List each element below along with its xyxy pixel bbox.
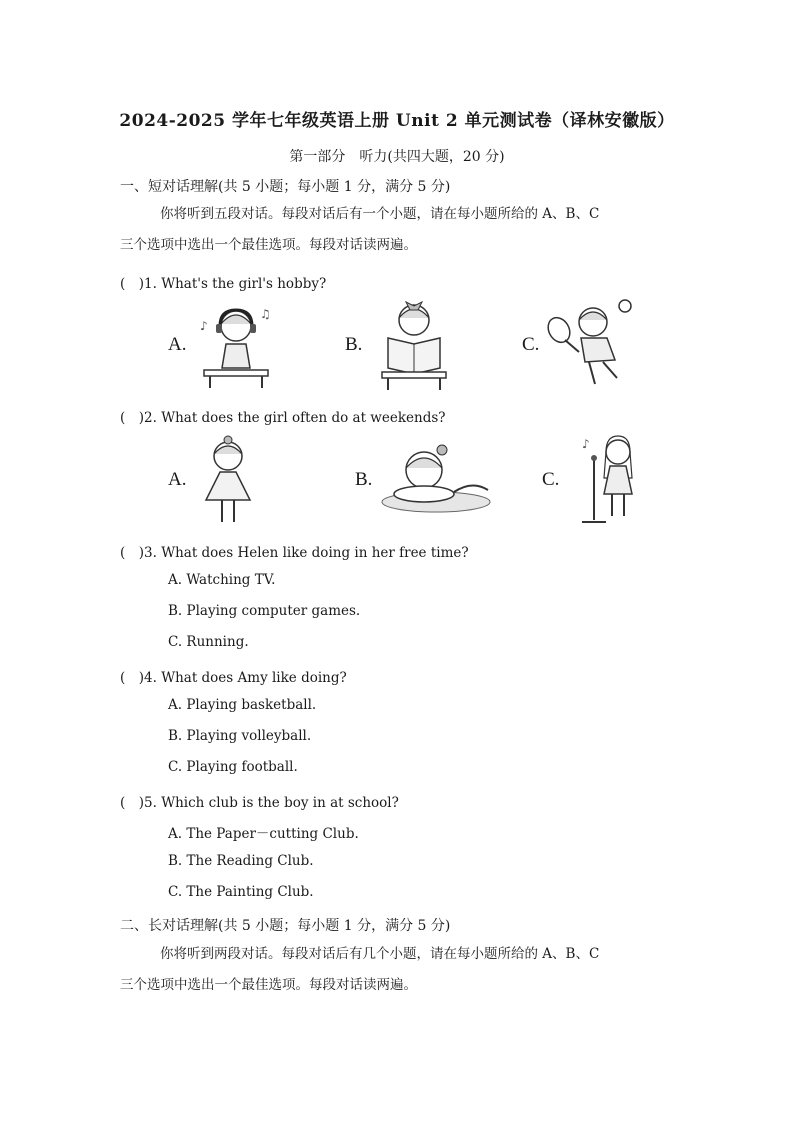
q2-option-c-label[interactable]: C.	[542, 469, 560, 490]
section1-instructions: 你将听到五段对话。每段对话后有一个小题，请在每小题所给的 A、B、C 三个选项中选出一个最佳选项。每段对话读两遍。	[120, 206, 600, 253]
section2-heading: 二、长对话理解(共 5 小题；每小题 1 分，满分 5 分)	[120, 918, 451, 934]
q1-option-b-label[interactable]: B.	[345, 334, 363, 355]
q5-option-a[interactable]: A. The Paper－cutting Club.	[168, 826, 359, 842]
section2-instructions: 你将听到两段对话。每段对话后有几个小题，请在每小题所给的 A、B、C 三个选项中选出一个最佳选项。每段对话读两遍。	[120, 946, 600, 993]
question-3: ( )3. What does Helen like doing in her free time?	[120, 545, 469, 561]
q1-option-a-label[interactable]: A.	[168, 334, 187, 355]
q4-option-a[interactable]: A. Playing basketball.	[168, 697, 317, 713]
q3-option-b[interactable]: B. Playing computer games.	[168, 603, 361, 619]
svg-text:♪: ♪	[200, 319, 208, 333]
q2-option-a-label[interactable]: A.	[168, 469, 187, 490]
part-heading: 第一部分 听力(共四大题，20 分)	[289, 149, 505, 165]
question-2: ( )2. What does the girl often do at weekends?	[120, 410, 446, 426]
q5-option-c[interactable]: C. The Painting Club.	[168, 884, 314, 900]
q3-option-a[interactable]: A. Watching TV.	[168, 572, 276, 588]
question-4: ( )4. What does Amy like doing?	[120, 670, 347, 686]
girl-reading-book-icon	[378, 296, 450, 392]
girl-dancing-icon	[200, 434, 256, 528]
page-title: 2024-2025 学年七年级英语上册 Unit 2 单元测试卷（译林安徽版）	[119, 111, 675, 131]
svg-text:♫: ♫	[260, 307, 271, 321]
girl-playing-tennis-icon	[545, 296, 635, 390]
q3-option-c[interactable]: C. Running.	[168, 634, 249, 650]
q2-option-b-label[interactable]: B.	[355, 469, 373, 490]
svg-text:♪: ♪	[582, 437, 590, 451]
q4-option-c[interactable]: C. Playing football.	[168, 759, 298, 775]
question-1: ( )1. What's the girl's hobby?	[120, 276, 327, 292]
question-5: ( )5. Which club is the boy in at school?	[120, 795, 399, 811]
q5-option-b[interactable]: B. The Reading Club.	[168, 853, 314, 869]
girl-swimming-icon	[380, 440, 492, 516]
q4-option-b[interactable]: B. Playing volleyball.	[168, 728, 312, 744]
section1-heading: 一、短对话理解(共 5 小题；每小题 1 分，满分 5 分)	[120, 179, 451, 195]
q1-option-c-label[interactable]: C.	[522, 334, 540, 355]
girl-singing-icon	[574, 432, 636, 526]
girl-listening-music-icon	[196, 300, 276, 392]
